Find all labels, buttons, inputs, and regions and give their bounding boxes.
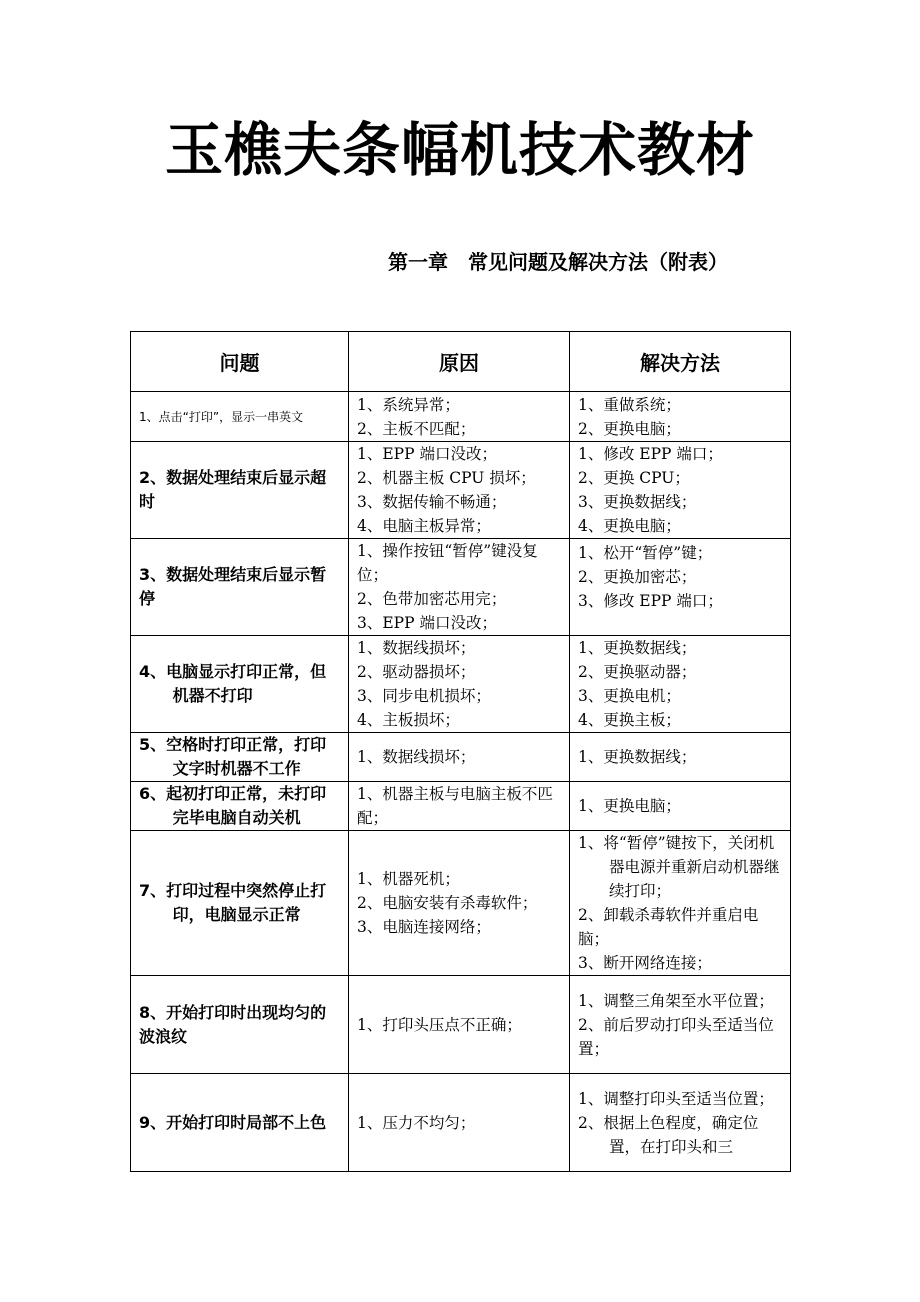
cause-line: 1、操作按钮“暂停”键没复位； <box>357 542 538 584</box>
cause-cell <box>349 636 570 733</box>
solution-line: 1、重做系统； <box>578 395 681 414</box>
table-row <box>131 782 791 831</box>
problem-cell <box>131 782 349 831</box>
cause-line: 4、电脑主板异常； <box>357 517 491 535</box>
chapter-heading: 第一章 常见问题及解决方法（附表） <box>388 250 728 274</box>
cause-line: 1、数据线损坏； <box>357 639 476 657</box>
problem-text: 6、起初打印正常，未打印完毕电脑自动关机 <box>139 784 327 827</box>
cause-line: 2、驱动器损坏； <box>357 663 476 681</box>
cause-line: 2、电脑安装有杀毒软件； <box>357 894 538 912</box>
cause-cell <box>349 392 570 442</box>
problem-cell: 2、数据处理结束后显示超时 <box>131 442 349 539</box>
cause-line: 2、色带加密芯用完； <box>357 590 507 608</box>
solution-line: 2、前后罗动打印头至适当位置； <box>578 1015 774 1058</box>
table-row <box>131 831 791 976</box>
cause-line: 1、机器主板与电脑主板不匹配； <box>357 785 553 827</box>
table-row <box>131 1074 791 1172</box>
table-row <box>131 636 791 733</box>
solution-line: 1、松开“暂停”键； <box>578 544 713 562</box>
problem-cell: 1、点击“打印”，显示一串英文 <box>131 392 349 442</box>
solution-line: 2、根据上色程度，确定位置，在打印头和三 <box>578 1113 759 1156</box>
cause-line: 1、机器死机； <box>357 870 460 888</box>
solution-line: 1、将“暂停”键按下，关闭机器电源并重新启动机器继续打印； <box>578 834 780 900</box>
table-row <box>131 976 791 1074</box>
cause-line: 3、同步电机损坏； <box>357 687 491 705</box>
solution-line: 1、更换数据线； <box>578 748 697 766</box>
solution-line: 4、更换电脑； <box>578 517 681 535</box>
solution-cell <box>570 392 791 442</box>
solution-cell <box>570 539 791 636</box>
table-row <box>131 442 791 539</box>
cause-cell <box>349 442 570 539</box>
solution-cell <box>570 733 791 782</box>
table-row <box>131 539 791 636</box>
table-row <box>131 392 791 442</box>
cause-line: 1、EPP 端口没改； <box>357 445 497 463</box>
solution-cell <box>570 831 791 976</box>
cause-cell <box>349 733 570 782</box>
table-header-row <box>131 332 791 392</box>
solution-line: 1、调整打印头至适当位置； <box>578 1089 774 1108</box>
solution-line: 4、更换主板； <box>578 711 681 729</box>
solution-line: 2、卸载杀毒软件并重启电脑； <box>578 906 759 948</box>
cause-cell <box>349 976 570 1074</box>
solution-line: 3、修改 EPP 端口； <box>578 592 723 610</box>
cause-cell <box>349 782 570 831</box>
cause-line: 2、机器主板 CPU 损坏； <box>357 469 536 487</box>
solution-line: 1、更换数据线； <box>578 639 697 657</box>
problem-cell: 3、数据处理结束后显示暂停 <box>131 539 349 636</box>
problem-cell: 9、开始打印时局部不上色 <box>131 1074 349 1172</box>
solution-cell <box>570 976 791 1074</box>
problem-text: 5、空格时打印正常，打印文字时机器不工作 <box>139 735 327 778</box>
problem-cell <box>131 733 349 782</box>
cause-line: 3、数据传输不畅通； <box>357 493 507 511</box>
cause-line: 1、压力不均匀； <box>357 1113 476 1132</box>
header-problem: 问题 <box>131 332 349 392</box>
cause-cell <box>349 539 570 636</box>
cause-line: 2、主板不匹配； <box>357 419 476 438</box>
faq-table <box>130 331 791 1172</box>
solution-line: 2、更换 CPU； <box>578 469 690 487</box>
cause-line: 1、打印头压点不正确； <box>357 1015 522 1034</box>
cause-line: 4、主板损坏； <box>357 711 460 729</box>
cause-cell <box>349 1074 570 1172</box>
solution-line: 3、更换电机； <box>578 687 681 705</box>
table-row <box>131 733 791 782</box>
page-title: 玉樵夫条幅机技术教材 <box>164 116 755 184</box>
solution-line: 1、调整三角架至水平位置； <box>578 991 774 1010</box>
problem-text: 7、打印过程中突然停止打印，电脑显示正常 <box>139 881 327 924</box>
cause-line: 1、数据线损坏； <box>357 748 476 766</box>
header-solution: 解决方法 <box>570 332 791 392</box>
solution-line: 3、更换数据线； <box>578 493 697 511</box>
cause-cell <box>349 831 570 976</box>
solution-line: 3、断开网络连接； <box>578 954 712 972</box>
cause-line: 3、电脑连接网络； <box>357 918 491 936</box>
cause-line: 3、EPP 端口没改； <box>357 614 497 632</box>
problem-cell <box>131 831 349 976</box>
solution-cell <box>570 442 791 539</box>
solution-cell <box>570 782 791 831</box>
solution-line: 1、更换电脑； <box>578 797 681 815</box>
solution-line: 2、更换电脑； <box>578 419 681 438</box>
solution-cell <box>570 636 791 733</box>
solution-line: 2、更换加密芯； <box>578 568 697 586</box>
problem-text: 4、电脑显示打印正常，但机器不打印 <box>139 662 327 705</box>
problem-cell: 8、开始打印时出现均匀的波浪纹 <box>131 976 349 1074</box>
problem-cell <box>131 636 349 733</box>
solution-cell <box>570 1074 791 1172</box>
header-cause: 原因 <box>349 332 570 392</box>
cause-line: 1、系统异常； <box>357 395 460 414</box>
solution-line: 2、更换驱动器； <box>578 663 697 681</box>
solution-line: 1、修改 EPP 端口； <box>578 445 723 463</box>
